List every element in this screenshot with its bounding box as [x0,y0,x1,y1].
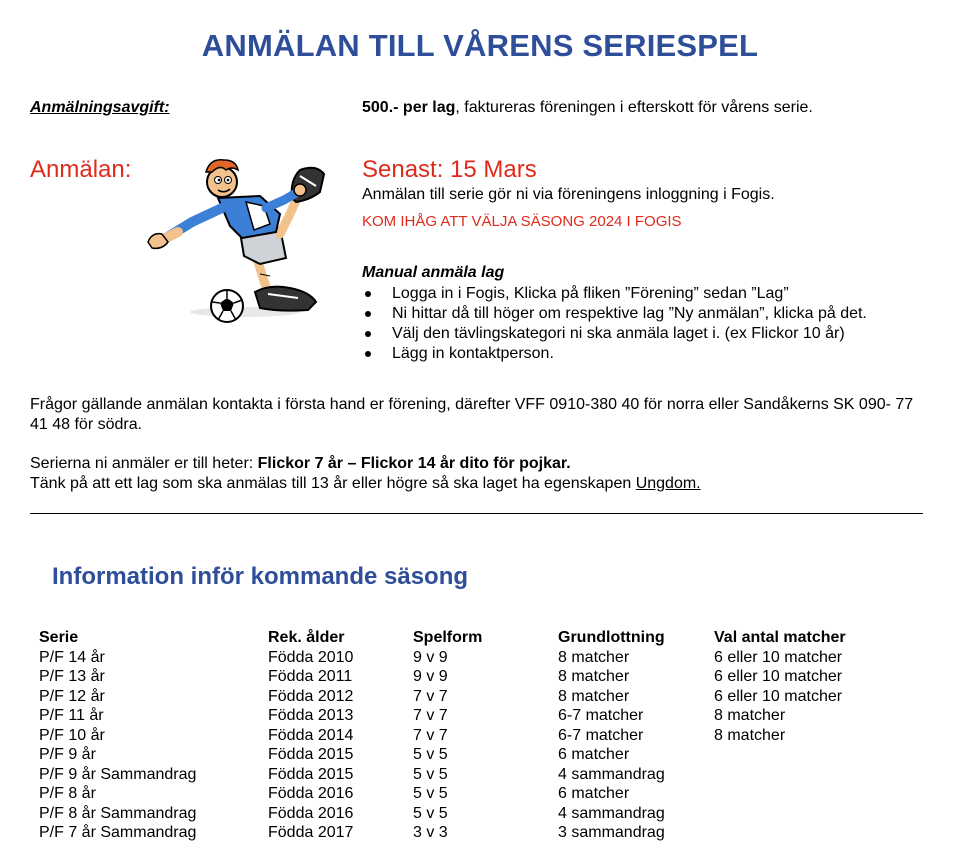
page-title: ANMÄLAN TILL VÅRENS SERIESPEL [201,28,759,63]
table-cell: P/F 10 år [39,726,105,744]
column-header: Val antal matcher [714,629,846,646]
table-cell: 7 v 7 [413,687,448,705]
season-info-table [39,628,874,843]
table-cell: P/F 11 år [39,707,104,724]
table-cell: 5 v 5 [413,785,448,802]
table-cell: 7 v 7 [413,726,448,744]
table-cell [714,765,874,785]
contact-info: Frågor gällande anmälan kontakta i första hand er förening, därefter VFF 0910-380 40 för norra eller Sandåkerns SK 090- 77 41 48 för södra. [30,396,914,433]
table-row [39,648,874,668]
table-cell: 5 v 5 [413,804,448,822]
table-cell [714,784,874,804]
ungdom-link[interactable]: Ungdom. [635,475,701,492]
table-cell: Födda 2010 [268,648,354,666]
table-cell: 8 matcher [558,648,630,666]
table-cell: 6 matcher [558,746,630,763]
section-heading: Information inför kommande säsong [52,563,469,590]
list-item: Logga in i Fogis, Klicka på fliken ”Förening” sedan ”Lag” [362,284,867,304]
table-cell: Födda 2014 [268,726,354,744]
football-player-kicking-ball-icon [140,152,330,330]
table-row [39,823,874,843]
table-cell: P/F 8 år Sammandrag [39,804,197,822]
table-cell: 3 v 3 [413,824,448,841]
list-item: Ni hittar då till höger om respektive lag ”Ny anmälan”, klicka på det. [362,304,867,324]
table-cell [714,823,874,843]
table-row [39,745,874,765]
table-row [39,667,874,687]
table-cell: Födda 2016 [268,785,354,802]
football-icon [211,290,243,322]
table-cell: 8 matcher [714,726,786,744]
table-cell: 9 v 9 [413,648,448,666]
series-note: Tänk på att ett lag som ska anmälas till 13 år eller högre så ska laget ha egenskapen [30,475,636,492]
table-cell [714,745,874,765]
column-header: Serie [39,629,79,646]
table-cell: P/F 9 år Sammandrag [39,765,197,783]
table-cell: 8 matcher [558,668,630,685]
table-cell: 6 matcher [558,785,630,802]
table-cell: 4 sammandrag [558,804,665,822]
fee-description: , faktureras föreningen i efterskott för vårens serie. [455,99,813,116]
series-intro: Serierna ni anmäler er till heter: [30,455,258,472]
fee-amount: 500.- per lag [362,99,456,116]
table-cell: 3 sammandrag [558,824,665,841]
table-cell: P/F 12 år [39,687,105,705]
table-cell: Födda 2015 [268,746,354,763]
season-reminder: KOM IHÅG ATT VÄLJA SÄSONG 2024 I FOGIS [362,213,682,230]
table-cell: 7 v 7 [413,707,448,724]
series-names-info [30,454,701,494]
table-cell: 6-7 matcher [558,707,644,724]
table-row [39,784,874,804]
table-cell: Födda 2016 [268,804,354,822]
table-cell: 8 matcher [714,707,786,724]
table-cell: 5 v 5 [413,765,448,783]
table-cell: Födda 2011 [268,668,353,685]
column-header: Spelform [413,629,483,646]
registration-deadline: Senast: 15 Mars [362,156,537,183]
column-header: Grundlottning [558,629,665,646]
registration-heading: Anmälan: [30,156,132,183]
table-cell: 4 sammandrag [558,765,665,783]
table-cell: 6 eller 10 matcher [714,687,843,705]
table-cell: Födda 2017 [268,824,354,841]
fogis-instruction: Anmälan till serie gör ni via föreningens inloggning i Fogis. [362,186,775,203]
table-cell: 6 eller 10 matcher [714,668,843,685]
table-cell: 6 eller 10 matcher [714,648,843,666]
table-row [39,765,874,785]
table-cell: 8 matcher [558,687,630,705]
list-item: Välj den tävlingskategori ni ska anmäla laget i. (ex Flickor 10 år) [362,324,867,344]
manual-title: Manual anmäla lag [362,264,505,281]
table-cell: P/F 13 år [39,668,105,685]
column-header: Rek. ålder [268,629,345,646]
divider [30,513,923,514]
table-row [39,687,874,707]
table-cell: Födda 2013 [268,707,354,724]
list-item: Lägg in kontaktperson. [362,344,867,364]
table-cell [714,804,874,824]
table-row [39,726,874,746]
fee-text [362,99,813,117]
table-cell: P/F 14 år [39,648,105,666]
table-cell: P/F 8 år [39,785,96,802]
table-cell: 9 v 9 [413,668,448,685]
fee-label: Anmälningsavgift: [30,99,170,116]
manual-steps-list [362,284,867,364]
table-cell: P/F 7 år Sammandrag [39,824,197,841]
series-range: Flickor 7 år – Flickor 14 år dito för pojkar. [257,455,571,472]
table-cell: 6-7 matcher [558,726,644,744]
table-header-row [39,628,874,648]
table-cell: P/F 9 år [39,746,96,763]
table-cell: 5 v 5 [413,746,448,763]
table-row [39,706,874,726]
table-cell: Födda 2012 [268,687,354,705]
table-cell: Födda 2015 [268,765,354,783]
table-row [39,804,874,824]
